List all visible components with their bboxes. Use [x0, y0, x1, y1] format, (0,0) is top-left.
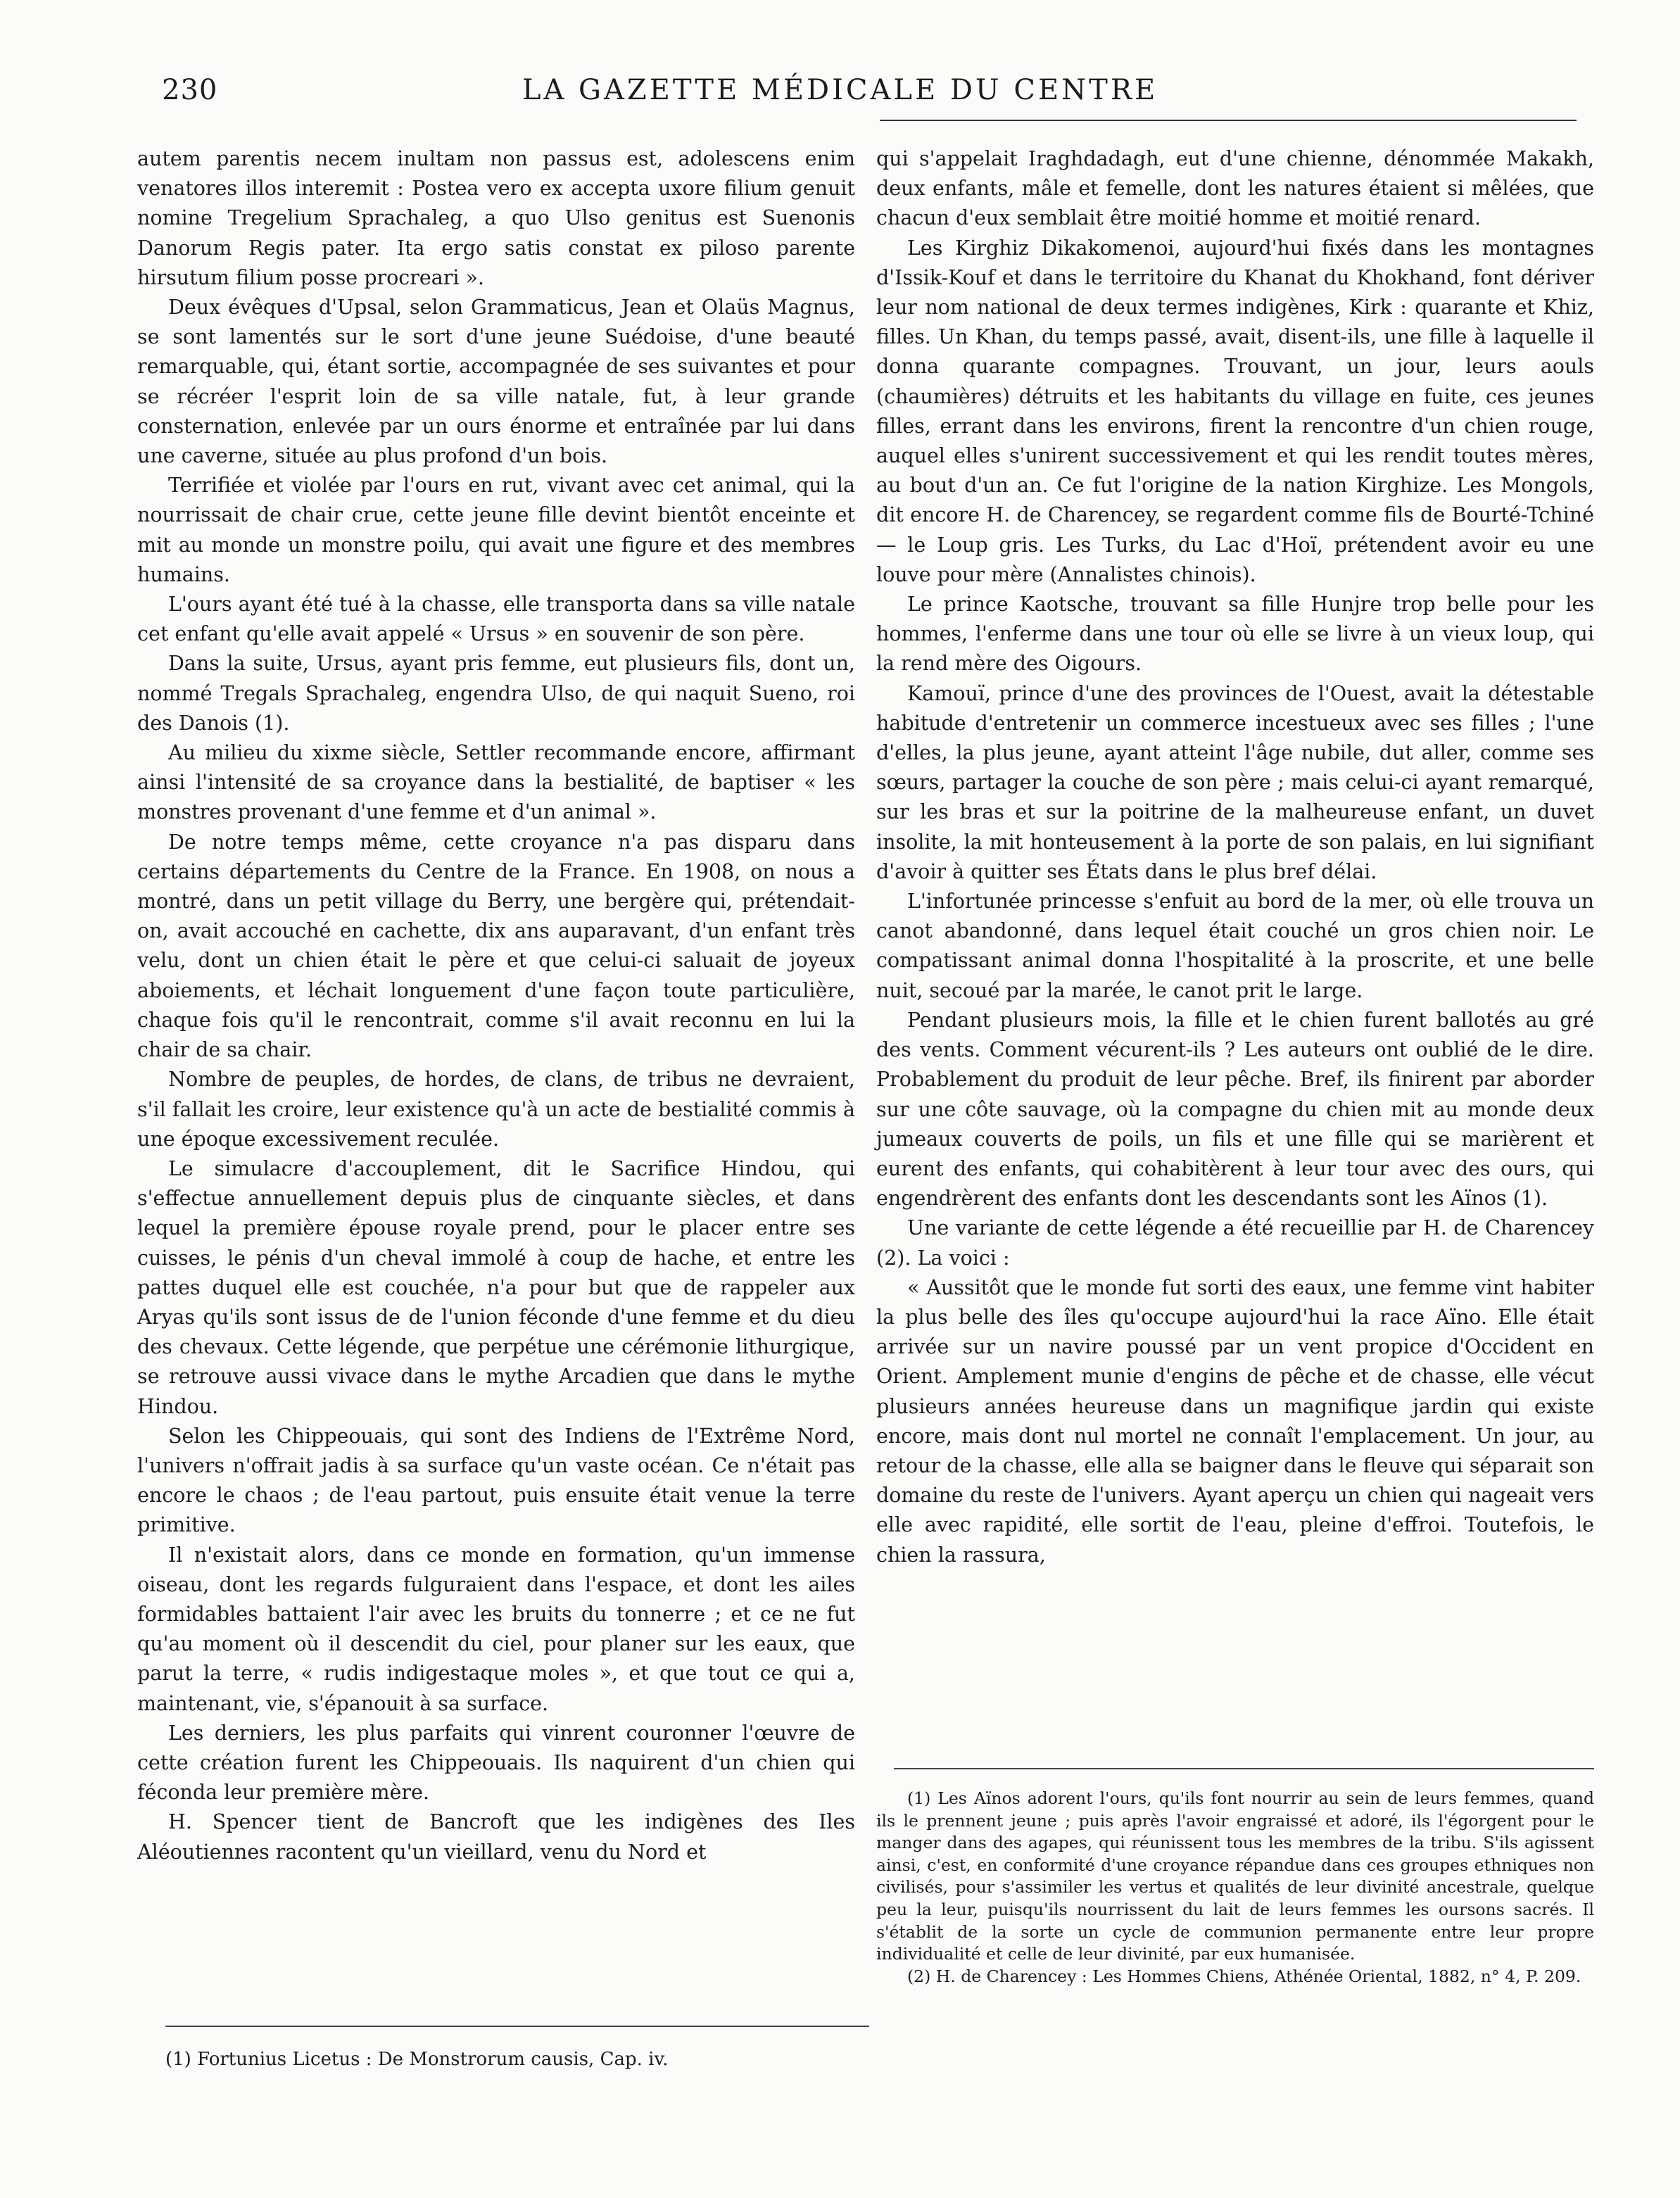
- running-title: LA GAZETTE MÉDICALE DU CENTRE: [522, 74, 1158, 106]
- paragraph: Pendant plusieurs mois, la fille et le chien furent ballotés au gré des vents. Comment vécurent-ils ? Les auteurs ont oublié de le dire. Probablement du produit de leur pêche. Bref, ils finirent par aborder sur une côte sauvage, où la compagne du chien mit au monde deux jumeaux couverts de poils, un fils et une fille qui se marièrent et eurent des enfants, qui cohabitèrent à leur tour avec des ours, qui engendrèrent des enfants dont les descendants sont les Aïnos (1).: [876, 1008, 1594, 1211]
- paragraph: Le prince Kaotsche, trouvant sa fille Hunjre trop belle pour les hommes, l'enferme dans une tour où elle se livre à un vieux loup, qui la rend mère des Oigours.: [876, 593, 1594, 676]
- paragraph: Deux évêques d'Upsal, selon Grammaticus, Jean et Olaüs Magnus, se sont lamentés sur le sort d'une jeune Suédoise, d'une beauté remarquable, qui, étant sortie, accompagnée de ses suivantes et pour se récréer l'esprit loin de sa ville natale, fut, à leur grande consternation, enlevée par un ours énorme et entraînée par lui dans une caverne, située au plus profond d'un bois.: [137, 296, 855, 468]
- paragraph: « Aussitôt que le monde fut sorti des eaux, une femme vint habiter la plus belle des îles qu'occupe aujourd'hui la race Aïno. Elle était arrivée sur un navire poussé par un vent propice d'Occident en Orient. Amplement munie d'engins de pêche et de chasse, elle vécut plusieurs années heureuse dans un magnifique jardin qui existe encore, mais dont nul mortel ne connaît l'emplacement. Un jour, au retour de la chasse, elle alla se baigner dans le fleuve qui séparait son domaine du reste de l'univers. Ayant aperçu un chien qui nageait vers elle avec rapidité, elle sortit de l'eau, pleine d'effroi. Toutefois, le chien la rassura,: [876, 1275, 1594, 1567]
- paragraph: Selon les Chippeouais, qui sont des Indiens de l'Extrême Nord, l'univers n'offrait jadis à sa surface qu'un vaste océan. Ce n'était pas encore le chaos ; de l'eau partout, puis ensuite était venue la terre primitive.: [137, 1424, 855, 1537]
- footnotes-right: [876, 1788, 1594, 1988]
- footnote-rule-right: [894, 1768, 1594, 1769]
- footnote: (2) H. de Charencey : Les Hommes Chiens, Athénée Oriental, 1882, n° 4, P. 209.: [907, 1966, 1581, 1986]
- paragraph: L'infortunée princesse s'enfuit au bord de la mer, où elle trouva un canot abandonné, dans lequel était couché un gros chien noir. Le compatissant animal donna l'hospitalité à la proscrite, et une belle nuit, secoué par la marée, le canot prit le large.: [876, 890, 1594, 1002]
- paragraph: qui s'appelait Iraghdadagh, eut d'une chienne, dénommée Makakh, deux enfants, mâle et femelle, dont les natures étaient si mêlées, que chacun d'eux semblait être moitié homme et moitié renard.: [876, 147, 1594, 230]
- page-number: 230: [162, 74, 218, 106]
- paragraph: Il n'existait alors, dans ce monde en formation, qu'un immense oiseau, dont les regards fulguraient dans l'espace, et dont les ailes formidables battaient l'air avec les bruits du tonnerre ; et ce ne fut qu'au moment où il descendit du ciel, pour planer sur les eaux, que parut la terre, « rudis indigestaque moles », et que tout ce qui a, maintenant, vie, s'épanouit à sa surface.: [137, 1543, 855, 1715]
- footnote-rule-left: [165, 2026, 869, 2027]
- paragraph: autem parentis necem inultam non passus est, adolescens enim venatores illos interemit : Postea vero ex accepta uxore filium genuit nomine Tregelium Sprachaleg, a quo Ulso genitus est Suenonis Danorum Regis pater. Ita ergo satis constat ex piloso parente hirsutum filium posse procreari ».: [137, 147, 855, 289]
- header-rule: [880, 120, 1577, 121]
- paragraph: Terrifiée et violée par l'ours en rut, vivant avec cet animal, qui la nourrissait de chair crue, cette jeune fille devint bientôt enceinte et mit au monde un monstre poilu, qui avait une figure et des membres humains.: [137, 474, 855, 586]
- footnote: (1) Les Aïnos adorent l'ours, qu'ils font nourrir au sein de leurs femmes, quand ils le prennent jeune ; puis après l'avoir engraissé et adoré, ils l'égorgent pour le manger dans des agapes, qui réunissent tous les membres de la tribu. S'ils agissent ainsi, c'est, en conformité d'une croyance répandue dans ces groupes ethniques non civilisés, pour s'assimiler les vertus et qualités de leur divinité ancestrale, quelque peu la leur, puisqu'ils nourrissent du lait de leurs femmes les oursons sacrés. Il s'établit de la sorte un cycle de communion permanente entre leur propre individualité et celle de leur divinité, par eux humanisée.: [876, 1788, 1594, 1964]
- paragraph: H. Spencer tient de Bancroft que les indigènes des Iles Aléoutiennes racontent qu'un vieillard, venu du Nord et: [137, 1810, 855, 1864]
- paragraph: Les derniers, les plus parfaits qui vinrent couronner l'œuvre de cette création furent les Chippeouais. Ils naquirent d'un chien qui féconda leur première mère.: [137, 1721, 855, 1805]
- paragraph: Une variante de cette légende a été recueillie par H. de Charencey (2). La voici :: [876, 1216, 1594, 1270]
- paragraph: Kamouï, prince d'une des provinces de l'Ouest, avait la détestable habitude d'entretenir un commerce incestueux avec ses filles ; l'une d'elles, la plus jeune, ayant atteint l'âge nubile, dut aller, comme ses sœurs, partager la couche de son père ; mais celui-ci ayant remarqué, sur les bras et sur la poitrine de la malheureuse enfant, un duvet insolite, la mit honteusement à la porte de son palais, en lui signifiant d'avoir à quitter ses États dans le plus bref délai.: [876, 681, 1594, 883]
- left-column: [137, 144, 855, 1867]
- paragraph: De notre temps même, cette croyance n'a pas disparu dans certains départements du Centre de la France. En 1908, on nous a montré, dans un petit village du Berry, une bergère qui, prétendait-on, avait accouché en cachette, dix ans auparavant, d'un enfant très velu, dont un chien était le père et que celui-ci saluait de joyeux aboiements, et léchait longuement d'une façon toute particulière, chaque fois qu'il le rencontrait, comme s'il avait reconnu en lui la chair de sa chair.: [137, 830, 855, 1062]
- paragraph: L'ours ayant été tué à la chasse, elle transporta dans sa ville natale cet enfant qu'elle avait appelé « Ursus » en souvenir de son père.: [137, 593, 855, 646]
- paragraph: Dans la suite, Ursus, ayant pris femme, eut plusieurs fils, dont un, nommé Tregals Sprachaleg, engendra Ulso, de qui naquit Sueno, roi des Danois (1).: [137, 652, 855, 735]
- paragraph: Le simulacre d'accouplement, dit le Sacrifice Hindou, qui s'effectue annuellement depuis plus de cinquante siècles, et dans lequel la première épouse royale prend, pour le placer entre ses cuisses, le pénis d'un cheval immolé à coup de hache, et entre les pattes duquel elle est couchée, n'a pour but que de rappeler aux Aryas qu'ils sont issus de de l'union féconde d'une femme et du dieu des chevaux. Cette légende, que perpétue une cérémonie lithurgique, se retrouve aussi vivace dans le mythe Arcadien que dans le mythe Hindou.: [137, 1156, 855, 1418]
- paragraph: Les Kirghiz Dikakomenoi, aujourd'hui fixés dans les montagnes d'Issik-Kouf et dans le territoire du Khanat du Khokhand, font dériver leur nom national de deux termes indigènes, Kirk : quarante et Khiz, filles. Un Khan, du temps passé, avait, disent-ils, une fille à laquelle il donna quarante compagnes. Trouvant, un jour, leurs aouls (chaumières) détruits et les habitants du village en fuite, ces jeunes filles, errant dans les environs, firent la rencontre d'un chien rouge, auquel elles s'unirent successivement et qui les rendit toutes mères, au bout d'un an. Ce fut l'origine de la nation Kirghize. Les Mongols, dit encore H. de Charencey, se regardent comme fils de Bourté-Tchiné — le Loup gris. Les Turks, du Lac d'Hoï, prétendent avoir eu une louve pour mère (Annalistes chinois).: [876, 236, 1594, 586]
- right-column: [876, 144, 1594, 1570]
- footnote-left: (1) Fortunius Licetus : De Monstrorum causis, Cap. iv.: [165, 2049, 669, 2070]
- paragraph: Nombre de peuples, de hordes, de clans, de tribus ne devraient, s'il fallait les croire, leur existence qu'à un acte de bestialité commis à une époque excessivement reculée.: [137, 1068, 855, 1151]
- paragraph: Au milieu du xixme siècle, Settler recommande encore, affirmant ainsi l'intensité de sa croyance dans la bestialité, de baptiser « les monstres provenant d'une femme et d'un animal ».: [137, 741, 855, 824]
